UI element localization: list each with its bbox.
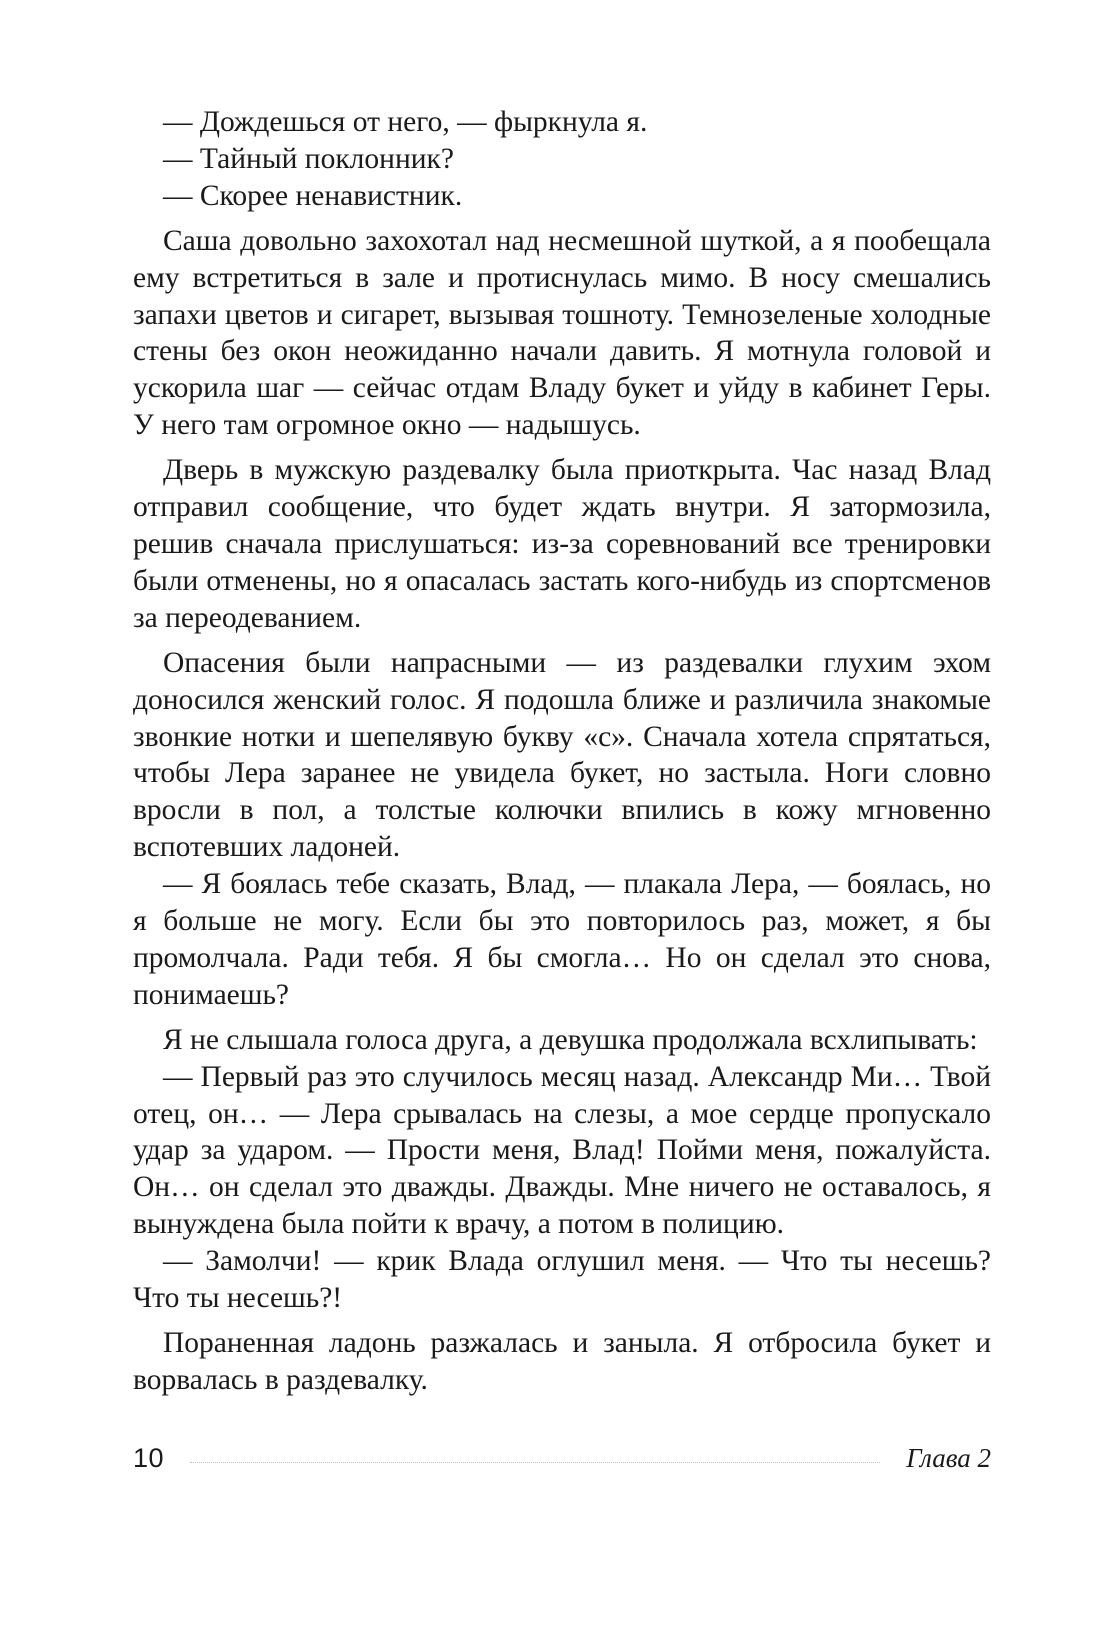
paragraph: Саша довольно захохотал над несмешной шуткой, а я пообещала ему встретиться в зале и протиснулась мимо. В носу смешались запахи цветов и сигарет, вызывая тошноту. Темнозеленые холодные стены без окон неожиданно начали давить. Я мотнула головой и ускорила шаг — сейчас отдам Владу букет и уйду в кабинет Геры. У него там огромное окно — надышусь. — [133, 224, 991, 442]
paragraph: — Тайный поклонник? — [163, 142, 454, 175]
paragraph: — Замолчи! — крик Влада оглушил меня. — Что ты несешь? Что ты несешь?! — [133, 1245, 991, 1315]
paragraph: — Я боялась тебе сказать, Влад, — плакала Лера, — боялась, но я больше не могу. Если бы это повторилось раз, может, я бы промолчала. Ради тебя. Я бы смогла… Но он сделал это снова, понимаешь? — [133, 868, 991, 1011]
paragraph: Я не слышала голоса друга, а девушка продолжала всхлипывать: — [163, 1023, 978, 1056]
paragraph: — Первый раз это случилось месяц назад. Александр Ми… Твой отец, он… — Лера срывалась на слезы, а мое сердце пропускало удар за ударом. — Прости меня, Влад! Пойми меня, пожалуйста. Он… он сделал это дважды. Дважды. Мне ничего не оставалось, я вынуждена была пойти к врачу, а потом в полицию. — [133, 1060, 991, 1241]
page-footer — [133, 1438, 991, 1478]
body-text — [133, 104, 991, 1399]
paragraph: Пораненная ладонь разжалась и заныла. Я отбросила букет и ворвалась в раздевалку. — [133, 1327, 991, 1396]
chapter-label: Глава 2 — [906, 1442, 991, 1473]
paragraph: — Дождешься от него, — фыркнула я. — [163, 106, 648, 138]
page-number: 10 — [133, 1442, 165, 1473]
paragraph: — Скорее ненавистник. — [163, 179, 463, 212]
paragraph: Дверь в мужскую раздевалку была приоткрыта. Час назад Влад отправил сообщение, что будет ждать внутри. Я затормозила, решив сначала прислушаться: из-за соревнований все тренировки были отменены, но я опасалась застать кого-нибудь из спортсменов за переодеванием. — [133, 454, 991, 634]
paragraph: Опасения были напрасными — из раздевалки глухим эхом доносился женский голос. Я подошла ближе и различила знакомые звонкие нотки и шепелявую букву «с». Сначала хотела спрятаться, чтобы Лера заранее не увидела букет, но застыла. Ноги словно вросли в пол, а толстые колючки впились в кожу мгновенно вспотевших ладоней. — [133, 646, 991, 864]
footer-rule — [190, 1462, 880, 1463]
